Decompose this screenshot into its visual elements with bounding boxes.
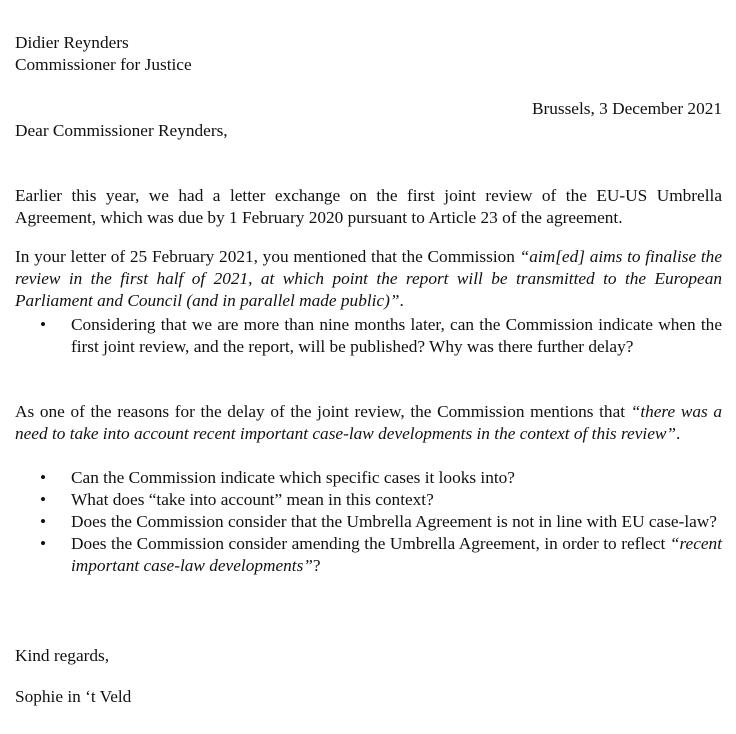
list-item [15,314,722,358]
quote-case-law: “there was a need to take into account recent important case-law developments in the context of this review” [15,402,723,443]
question-list-2 [15,467,722,577]
question-text-end: ? [312,556,321,575]
bullet-icon: • [40,468,47,487]
bullet-icon: • [40,534,47,553]
paragraph-previous-letter [15,246,722,312]
question-text: What does “take into account” mean in this context? [71,490,434,509]
list-item [15,533,722,577]
question-text: Can the Commission indicate which specific cases it looks into? [71,468,515,487]
question-text: Does the Commission consider that the Umbrella Agreement is not in line with EU case-law? [71,512,717,531]
paragraph-delay-reasons [15,401,722,445]
paragraph-previous-letter-end: . [399,291,404,310]
question-text-lead: Does the Commission consider amending the Umbrella Agreement, in order to reflect [71,534,670,553]
place-date: Brussels, 3 December 2021 [531,99,722,118]
quote-developments: “recent important case-law developments” [71,534,722,575]
list-item [15,511,722,533]
recipient-title: Commissioner for Justice [15,55,192,74]
bullet-icon: • [40,315,47,334]
question-list-1 [15,314,722,358]
paragraph-umbrella-review: Earlier this year, we had a letter exchange on the first joint review of the EU-US Umbrella Agreement, which was due by 1 February 2020 pursuant to Article 23 of the agreement. [15,186,722,227]
bullet-icon: • [40,512,47,531]
salutation: Dear Commissioner Reynders, [15,121,228,140]
paragraph-previous-letter-lead: In your letter of 25 February 2021, you mentioned that the Commission [15,247,520,266]
signature: Sophie in ‘t Veld [15,687,132,706]
quote-finalise-review: “aim[ed] aims to finalise the review in the first half of 2021, at which point the report will be transmitted to the European Parliament and Council (and in parallel made public)” [15,247,722,310]
paragraph-delay-reasons-end: . [676,424,681,443]
closing: Kind regards, [15,646,110,665]
bullet-icon: • [40,490,47,509]
paragraph-delay-reasons-lead: As one of the reasons for the delay of the joint review, the Commission mentions that [15,402,631,421]
question-text: Considering that we are more than nine months later, can the Commission indicate when the first joint review, and the report, will be published? Why was there further delay? [71,315,722,356]
recipient-name: Didier Reynders [15,33,129,52]
list-item [15,467,722,489]
list-item [15,489,722,511]
